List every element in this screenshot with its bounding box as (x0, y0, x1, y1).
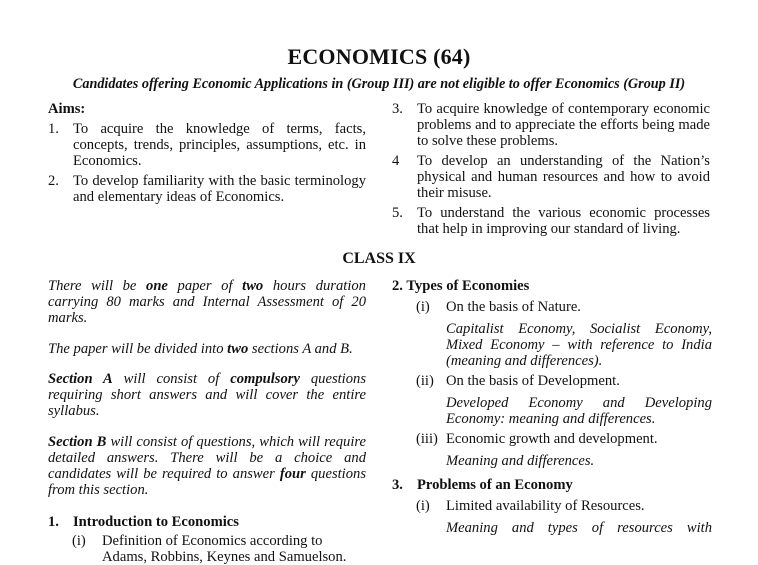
aim-number: 1. (48, 121, 59, 137)
subtopic-text: Economic growth and development. (446, 431, 658, 447)
emphasis: one (146, 278, 168, 294)
exam-paragraph-sections (48, 341, 366, 357)
aim-item (392, 153, 710, 201)
subtopic-item (416, 299, 712, 315)
emphasis: two (242, 278, 264, 294)
aim-item (392, 101, 710, 149)
topic-number: 1. (48, 513, 59, 530)
aim-number: 5. (392, 205, 403, 221)
subtopic-number: (i) (72, 532, 86, 549)
text-run: There will be (48, 278, 147, 294)
aims-left-column (48, 101, 366, 209)
subtopic-number: (iii) (416, 431, 438, 447)
text-run: sections A and B. (248, 340, 353, 357)
aim-text: To acquire the knowledge of terms, facts, concepts, trends, principles, assumptions, etc. in Economics. (73, 121, 366, 169)
exam-paragraph-section-a (48, 371, 366, 419)
exam-paragraph-section-b (48, 434, 366, 498)
syllabus-column (392, 278, 712, 540)
aim-number: 4 (392, 153, 400, 169)
topic-heading (48, 514, 366, 530)
subtopic-number: (i) (416, 498, 430, 514)
class-heading: CLASS IX (342, 250, 416, 267)
aim-item (48, 121, 366, 169)
aim-number: 2. (48, 173, 59, 189)
eligibility-note: Candidates offering Economic Applications in (Group III) are not eligible to offer Economics (Group II) (72, 76, 686, 92)
subtopic-text: On the basis of Development. (446, 373, 620, 389)
subtopic-description: Capitalist Economy, Socialist Economy, Mixed Economy – with reference to India (meaning and differences). (446, 321, 712, 369)
aim-text: To acquire knowledge of contemporary economic problems and to appreciate the efforts being made to solve these problems. (417, 101, 710, 149)
text-run: hours duration carrying 80 marks and Internal Assessment of 20 marks. (48, 278, 366, 326)
topic-title: Introduction to Economics (73, 513, 239, 530)
subtopic-description: Meaning and types of resources with (446, 520, 712, 536)
aims-right-column (392, 101, 710, 241)
subtopic-item (416, 431, 712, 447)
subtopic-text: On the basis of Nature. (446, 299, 581, 315)
subtopic-item (416, 373, 712, 389)
subtopic-description: Meaning and differences. (446, 453, 595, 469)
aim-item (392, 205, 710, 237)
text-run: questions from this section. (48, 465, 367, 498)
exam-info-column (48, 278, 366, 565)
exam-paragraph-duration (48, 278, 366, 326)
text-run: will consist of questions, which will require detailed answers. There will be a choice and candidates will be required to answer (48, 433, 366, 482)
subtopic-number: (i) (416, 299, 430, 315)
page-title: ECONOMICS (64) (287, 44, 471, 69)
aim-item (48, 173, 366, 205)
subtopic-text: Definition of Economics according to Adams, Robbins, Keynes and Samuelson. (102, 532, 347, 565)
emphasis: Section A (48, 371, 113, 388)
subtopic-item (416, 498, 712, 514)
text-run: will consist of (112, 371, 231, 388)
aims-heading: Aims: (48, 101, 86, 117)
topic-number: 2. (392, 278, 403, 294)
emphasis: two (227, 340, 249, 357)
topic-title: Problems of an Economy (417, 477, 573, 493)
subtopic-item (72, 533, 366, 565)
topic-number: 3. (392, 477, 403, 493)
aim-text: To develop familiarity with the basic terminology and elementary ideas of Economics. (73, 173, 366, 205)
subtopic-description: Developed Economy and Developing Economy: meaning and differences. (446, 395, 712, 427)
topic-title: Types of Economies (406, 278, 530, 294)
subtopic-text: Limited availability of Resources. (446, 498, 645, 514)
emphasis: compulsory (230, 371, 300, 388)
text-run: The paper will be divided into (48, 340, 228, 357)
aim-text: To understand the various economic processes that help in improving our standard of living. (417, 205, 710, 237)
emphasis: Section B (48, 433, 107, 450)
text-run: paper of (167, 278, 243, 294)
aim-text: To develop an understanding of the Nation’s physical and human resources and how to avoid their misuse. (417, 153, 710, 201)
subtopic-number: (ii) (416, 373, 434, 389)
topic-heading (392, 278, 712, 294)
text-run: questions requiring short answers and will cover the entire syllabus. (48, 371, 367, 420)
aim-number: 3. (392, 101, 403, 117)
topic-heading (392, 477, 712, 493)
emphasis: four (279, 465, 306, 482)
